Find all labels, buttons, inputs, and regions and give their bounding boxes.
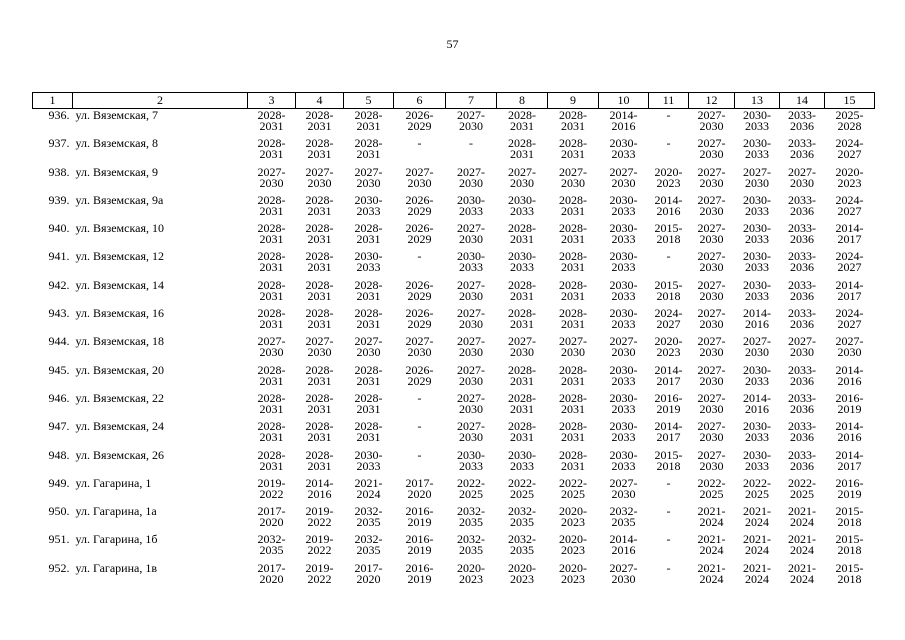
period-cell: 2016- 2019 [405,560,434,586]
period-cell: 2028- 2031 [559,249,587,275]
row-number: 952. [48,560,70,575]
column-header: 15 [825,93,875,109]
period-cell: 2026- 2029 [405,306,434,332]
period-cell: 2027- 2030 [405,164,434,190]
period-cell: 2030- 2033 [609,277,638,303]
column-header: 12 [689,93,735,109]
period-cell: 2021- 2024 [788,532,816,558]
table-row [33,194,875,222]
period-cell: 2027- 2030 [609,334,638,360]
period-cell: 2030- 2033 [743,108,771,133]
period-cell: 2030- 2033 [354,192,383,218]
period-cell: 2030- 2033 [609,192,638,218]
period-cell: - [666,504,671,519]
row-number: 941. [48,249,70,264]
period-cell: 2015- 2018 [835,504,864,530]
period-cell: 2030- 2033 [508,447,536,473]
table-row [33,250,875,278]
period-cell: 2028- 2031 [257,447,286,473]
period-cell: 2028- 2031 [257,108,286,133]
row-number: 936. [48,108,70,122]
period-cell: 2027- 2030 [257,334,286,360]
period-cell: 2028- 2031 [559,419,587,445]
period-cell: 2015- 2018 [654,277,683,303]
row-number: 942. [48,277,70,292]
period-cell: 2015- 2018 [835,532,864,558]
period-cell: 2028- 2031 [257,221,286,247]
column-header: 8 [497,93,548,109]
period-cell: 2022- 2025 [457,475,485,501]
address-cell: ул. Вяземская, 24 [75,419,164,434]
repair-schedule-table [32,92,875,590]
period-cell: 2028- 2031 [508,108,536,133]
period-cell: 2020- 2023 [559,504,587,530]
row-number: 937. [48,136,70,151]
column-header: 6 [394,93,446,109]
period-cell: 2028- 2031 [559,362,587,388]
column-header: 1 [33,93,73,109]
period-cell: 2030- 2033 [609,249,638,275]
period-cell: 2033- 2036 [788,221,816,247]
column-header: 5 [344,93,394,109]
period-cell: 2030- 2033 [743,136,771,162]
period-cell: 2027- 2030 [457,390,485,416]
period-cell: 2020- 2023 [654,164,683,190]
period-cell: 2028- 2031 [305,192,334,218]
period-cell: 2033- 2036 [788,249,816,275]
period-cell: 2016- 2019 [835,475,864,501]
period-cell: 2021- 2024 [697,560,726,586]
period-cell: 2033- 2036 [788,136,816,162]
row-number: 950. [48,504,70,519]
period-cell: 2026- 2029 [405,221,434,247]
period-cell: 2032- 2035 [508,504,536,530]
period-cell: 2027- 2030 [788,164,816,190]
period-cell: 2027- 2030 [305,164,334,190]
table-row [33,449,875,477]
address-cell: ул. Вяземская, 16 [75,306,164,321]
period-cell: 2027- 2030 [697,277,726,303]
period-cell: 2014- 2016 [654,192,683,218]
row-number: 951. [48,532,70,547]
address-cell: ул. Вяземская, 22 [75,390,164,405]
period-cell: 2020- 2023 [559,532,587,558]
period-cell: 2016- 2019 [405,504,434,530]
period-cell: 2027- 2030 [354,164,383,190]
period-cell: 2027- 2030 [609,560,638,586]
period-cell: 2027- 2030 [457,221,485,247]
period-cell: 2030- 2033 [457,447,485,473]
period-cell: 2027- 2030 [743,164,771,190]
period-cell: 2032- 2035 [354,532,383,558]
row-number: 946. [48,390,70,405]
period-cell: 2015- 2018 [654,221,683,247]
period-cell: 2021- 2024 [697,532,726,558]
period-cell: 2027- 2030 [257,164,286,190]
period-cell: 2027- 2030 [609,475,638,501]
period-cell: - [417,249,422,264]
period-cell: 2022- 2025 [508,475,536,501]
period-cell: 2027- 2030 [508,334,536,360]
period-cell: 2028- 2031 [257,136,286,162]
period-cell: - [417,447,422,462]
table-row [33,477,875,505]
period-cell: 2027- 2030 [457,108,485,133]
period-cell: 2028- 2031 [508,136,536,162]
period-cell: 2028- 2031 [508,277,536,303]
period-cell: 2027- 2030 [743,334,771,360]
address-cell: ул. Вяземская, 18 [75,334,164,349]
period-cell: 2027- 2030 [457,277,485,303]
period-cell: 2014- 2016 [835,419,864,445]
period-cell: 2028- 2031 [559,221,587,247]
period-cell: 2028- 2031 [257,306,286,332]
period-cell: 2017- 2020 [257,504,286,530]
period-cell: 2021- 2024 [743,560,771,586]
period-cell: 2028- 2031 [559,390,587,416]
table-row [33,279,875,307]
period-cell: 2033- 2036 [788,108,816,133]
period-cell: 2028- 2031 [354,221,383,247]
period-cell: 2014- 2016 [609,108,638,133]
period-cell: 2027- 2030 [697,136,726,162]
period-cell: 2028- 2031 [305,136,334,162]
period-cell: 2027- 2030 [788,334,816,360]
column-number-header-row [33,93,875,109]
period-cell: 2032- 2035 [354,504,383,530]
address-cell: ул. Вяземская, 9а [75,192,164,207]
address-cell: ул. Вяземская, 10 [75,221,164,236]
period-cell: 2030- 2033 [354,447,383,473]
period-cell: 2030- 2033 [508,249,536,275]
period-cell: 2033- 2036 [788,306,816,332]
period-cell: 2027- 2030 [697,164,726,190]
period-cell: 2028- 2031 [257,277,286,303]
address-cell: ул. Вяземская, 14 [75,277,164,292]
period-cell: 2030- 2033 [609,221,638,247]
period-cell: 2028- 2031 [305,108,334,133]
period-cell: 2014- 2016 [835,362,864,388]
period-cell: 2024- 2027 [835,306,864,332]
period-cell: 2014- 2017 [835,447,864,473]
period-cell: 2021- 2024 [788,560,816,586]
period-cell: 2016- 2019 [654,390,683,416]
period-cell: 2020- 2023 [457,560,485,586]
address-cell: ул. Вяземская, 20 [75,362,164,377]
period-cell: 2019- 2022 [305,560,334,586]
column-header: 13 [735,93,780,109]
period-cell: 2027- 2030 [697,192,726,218]
period-cell: 2030- 2033 [609,390,638,416]
row-number: 940. [48,221,70,236]
address-cell: ул. Вяземская, 9 [75,164,158,179]
period-cell: 2027- 2030 [457,334,485,360]
period-cell: 2014- 2016 [743,390,771,416]
column-header: 2 [73,93,248,109]
period-cell: 2030- 2033 [609,136,638,162]
table-row [33,307,875,335]
period-cell: 2028- 2031 [305,362,334,388]
period-cell: 2032- 2035 [457,504,485,530]
period-cell: 2028- 2031 [559,192,587,218]
period-cell: 2027- 2030 [697,221,726,247]
period-cell: 2021- 2024 [354,475,383,501]
period-cell: 2033- 2036 [788,277,816,303]
period-cell: 2030- 2033 [743,362,771,388]
period-cell: 2027- 2030 [697,334,726,360]
column-header: 7 [446,93,497,109]
period-cell: 2033- 2036 [788,419,816,445]
period-cell: 2020- 2023 [654,334,683,360]
period-cell: 2022- 2025 [743,475,771,501]
table-row [33,562,875,590]
column-header: 4 [296,93,344,109]
period-cell: 2016- 2019 [835,390,864,416]
table-row [33,335,875,363]
period-cell: - [666,136,671,151]
period-cell: 2028- 2031 [508,362,536,388]
period-cell: 2014- 2016 [305,475,334,501]
period-cell: 2033- 2036 [788,390,816,416]
address-cell: ул. Вяземская, 7 [75,108,158,122]
period-cell: 2027- 2030 [697,249,726,275]
period-cell: 2028- 2031 [354,277,383,303]
period-cell: 2028- 2031 [354,362,383,388]
table-row [33,392,875,420]
period-cell: 2027- 2030 [609,164,638,190]
table-body [33,109,875,591]
row-number: 949. [48,475,70,490]
period-cell: 2028- 2031 [305,249,334,275]
period-cell: 2028- 2031 [354,108,383,133]
period-cell: 2030- 2033 [609,306,638,332]
period-cell: 2026- 2029 [405,277,434,303]
period-cell: - [666,108,671,122]
period-cell: 2028- 2031 [508,390,536,416]
period-cell: 2022- 2025 [697,475,726,501]
period-cell: 2030- 2033 [508,192,536,218]
period-cell: 2027- 2030 [457,306,485,332]
period-cell: 2030- 2033 [609,447,638,473]
period-cell: 2028- 2031 [508,306,536,332]
period-cell: 2032- 2035 [457,532,485,558]
period-cell: 2015- 2018 [835,560,864,586]
period-cell: 2022- 2025 [559,475,587,501]
period-cell: 2019- 2022 [257,475,286,501]
period-cell: 2024- 2027 [835,249,864,275]
column-header: 10 [599,93,649,109]
period-cell: 2028- 2031 [257,249,286,275]
period-cell: 2027- 2030 [697,390,726,416]
period-cell: 2028- 2031 [305,277,334,303]
address-cell: ул. Гагарина, 1б [75,532,158,547]
period-cell: 2027- 2030 [354,334,383,360]
period-cell: 2027- 2030 [508,164,536,190]
row-number: 947. [48,419,70,434]
period-cell: 2030- 2033 [743,192,771,218]
period-cell: 2021- 2024 [788,504,816,530]
period-cell: 2027- 2030 [457,419,485,445]
period-cell: 2027- 2030 [697,362,726,388]
period-cell: 2030- 2033 [354,249,383,275]
period-cell: 2027- 2030 [559,334,587,360]
period-cell: 2027- 2030 [457,164,485,190]
period-cell: 2024- 2027 [654,306,683,332]
table-row [33,222,875,250]
period-cell: 2028- 2031 [354,419,383,445]
period-cell: 2028- 2031 [508,419,536,445]
table-row [33,364,875,392]
period-cell: 2027- 2030 [697,447,726,473]
address-cell: ул. Вяземская, 8 [75,136,158,151]
period-cell: 2028- 2031 [305,390,334,416]
period-cell: 2014- 2017 [835,221,864,247]
period-cell: - [666,249,671,264]
period-cell: 2028- 2031 [257,192,286,218]
period-cell: 2028- 2031 [559,447,587,473]
period-cell: 2015- 2018 [654,447,683,473]
period-cell: 2028- 2031 [257,419,286,445]
period-cell: 2027- 2030 [697,306,726,332]
period-cell: 2024- 2027 [835,136,864,162]
period-cell: 2021- 2024 [743,504,771,530]
period-cell: 2020- 2023 [559,560,587,586]
period-cell: - [417,390,422,405]
period-cell: 2028- 2031 [508,221,536,247]
address-cell: ул. Вяземская, 12 [75,249,164,264]
period-cell: 2025- 2028 [835,108,864,133]
period-cell: 2028- 2031 [305,447,334,473]
period-cell: 2033- 2036 [788,192,816,218]
period-cell: 2033- 2036 [788,362,816,388]
period-cell: 2027- 2030 [697,419,726,445]
period-cell: 2028- 2031 [559,277,587,303]
period-cell: - [666,475,671,490]
row-number: 944. [48,334,70,349]
period-cell: - [666,560,671,575]
period-cell: 2027- 2030 [697,108,726,133]
period-cell: 2017- 2020 [257,560,286,586]
row-number: 948. [48,447,70,462]
address-cell: ул. Гагарина, 1 [75,475,152,490]
period-cell: - [469,136,473,151]
period-cell: 2030- 2033 [609,362,638,388]
period-cell: 2020- 2023 [835,164,864,190]
period-cell: 2028- 2031 [305,221,334,247]
period-cell: 2030- 2033 [743,277,771,303]
period-cell: 2017- 2020 [405,475,434,501]
period-cell: - [417,136,422,151]
period-cell: 2028- 2031 [257,362,286,388]
period-cell: 2027- 2030 [305,334,334,360]
period-cell: 2030- 2033 [457,192,485,218]
period-cell: 2028- 2031 [354,306,383,332]
period-cell: 2021- 2024 [697,504,726,530]
period-cell: 2028- 2031 [559,306,587,332]
period-cell: 2027- 2030 [835,334,864,360]
period-cell: 2030- 2033 [457,249,485,275]
period-cell: 2014- 2017 [654,362,683,388]
period-cell: 2027- 2030 [405,334,434,360]
period-cell: 2020- 2023 [508,560,536,586]
row-number: 945. [48,362,70,377]
row-number: 939. [48,192,70,207]
period-cell: 2014- 2016 [609,532,638,558]
table-row [33,109,875,138]
column-header: 3 [248,93,296,109]
period-cell: 2014- 2017 [835,277,864,303]
period-cell: 2028- 2031 [559,136,587,162]
period-cell: 2016- 2019 [405,532,434,558]
table-row [33,137,875,165]
period-cell: 2032- 2035 [508,532,536,558]
period-cell: 2026- 2029 [405,192,434,218]
column-header: 9 [548,93,599,109]
period-cell: 2030- 2033 [743,447,771,473]
period-cell: 2027- 2030 [457,362,485,388]
period-cell: 2027- 2030 [559,164,587,190]
period-cell: 2030- 2033 [743,249,771,275]
period-cell: 2026- 2029 [405,362,434,388]
row-number: 938. [48,164,70,179]
address-cell: ул. Гагарина, 1в [75,560,158,575]
period-cell: 2019- 2022 [305,504,334,530]
period-cell: 2026- 2029 [405,108,434,133]
period-cell: 2019- 2022 [305,532,334,558]
period-cell: 2024- 2027 [835,192,864,218]
period-cell: 2028- 2031 [354,136,383,162]
period-cell: 2030- 2033 [743,419,771,445]
period-cell: 2030- 2033 [609,419,638,445]
table-row [33,505,875,533]
table-row [33,533,875,561]
period-cell: - [666,532,671,547]
page-number: 57 [446,37,459,51]
column-header: 14 [780,93,825,109]
period-cell: 2021- 2024 [743,532,771,558]
column-header: 11 [649,93,689,109]
period-cell: 2022- 2025 [788,475,816,501]
period-cell: 2028- 2031 [305,306,334,332]
table-row [33,420,875,448]
period-cell: 2032- 2035 [609,504,638,530]
period-cell: 2030- 2033 [743,221,771,247]
period-cell: 2028- 2031 [305,419,334,445]
period-cell: 2032- 2035 [257,532,286,558]
address-cell: ул. Вяземская, 26 [75,447,164,462]
period-cell: 2014- 2016 [743,306,771,332]
row-number: 943. [48,306,70,321]
period-cell: 2033- 2036 [788,447,816,473]
period-cell: 2028- 2031 [354,390,383,416]
period-cell: 2028- 2031 [559,108,587,133]
period-cell: 2028- 2031 [257,390,286,416]
period-cell: 2014- 2017 [654,419,683,445]
period-cell: - [417,419,422,434]
table-row [33,166,875,194]
address-cell: ул. Гагарина, 1а [75,504,157,519]
period-cell: 2017- 2020 [354,560,383,586]
